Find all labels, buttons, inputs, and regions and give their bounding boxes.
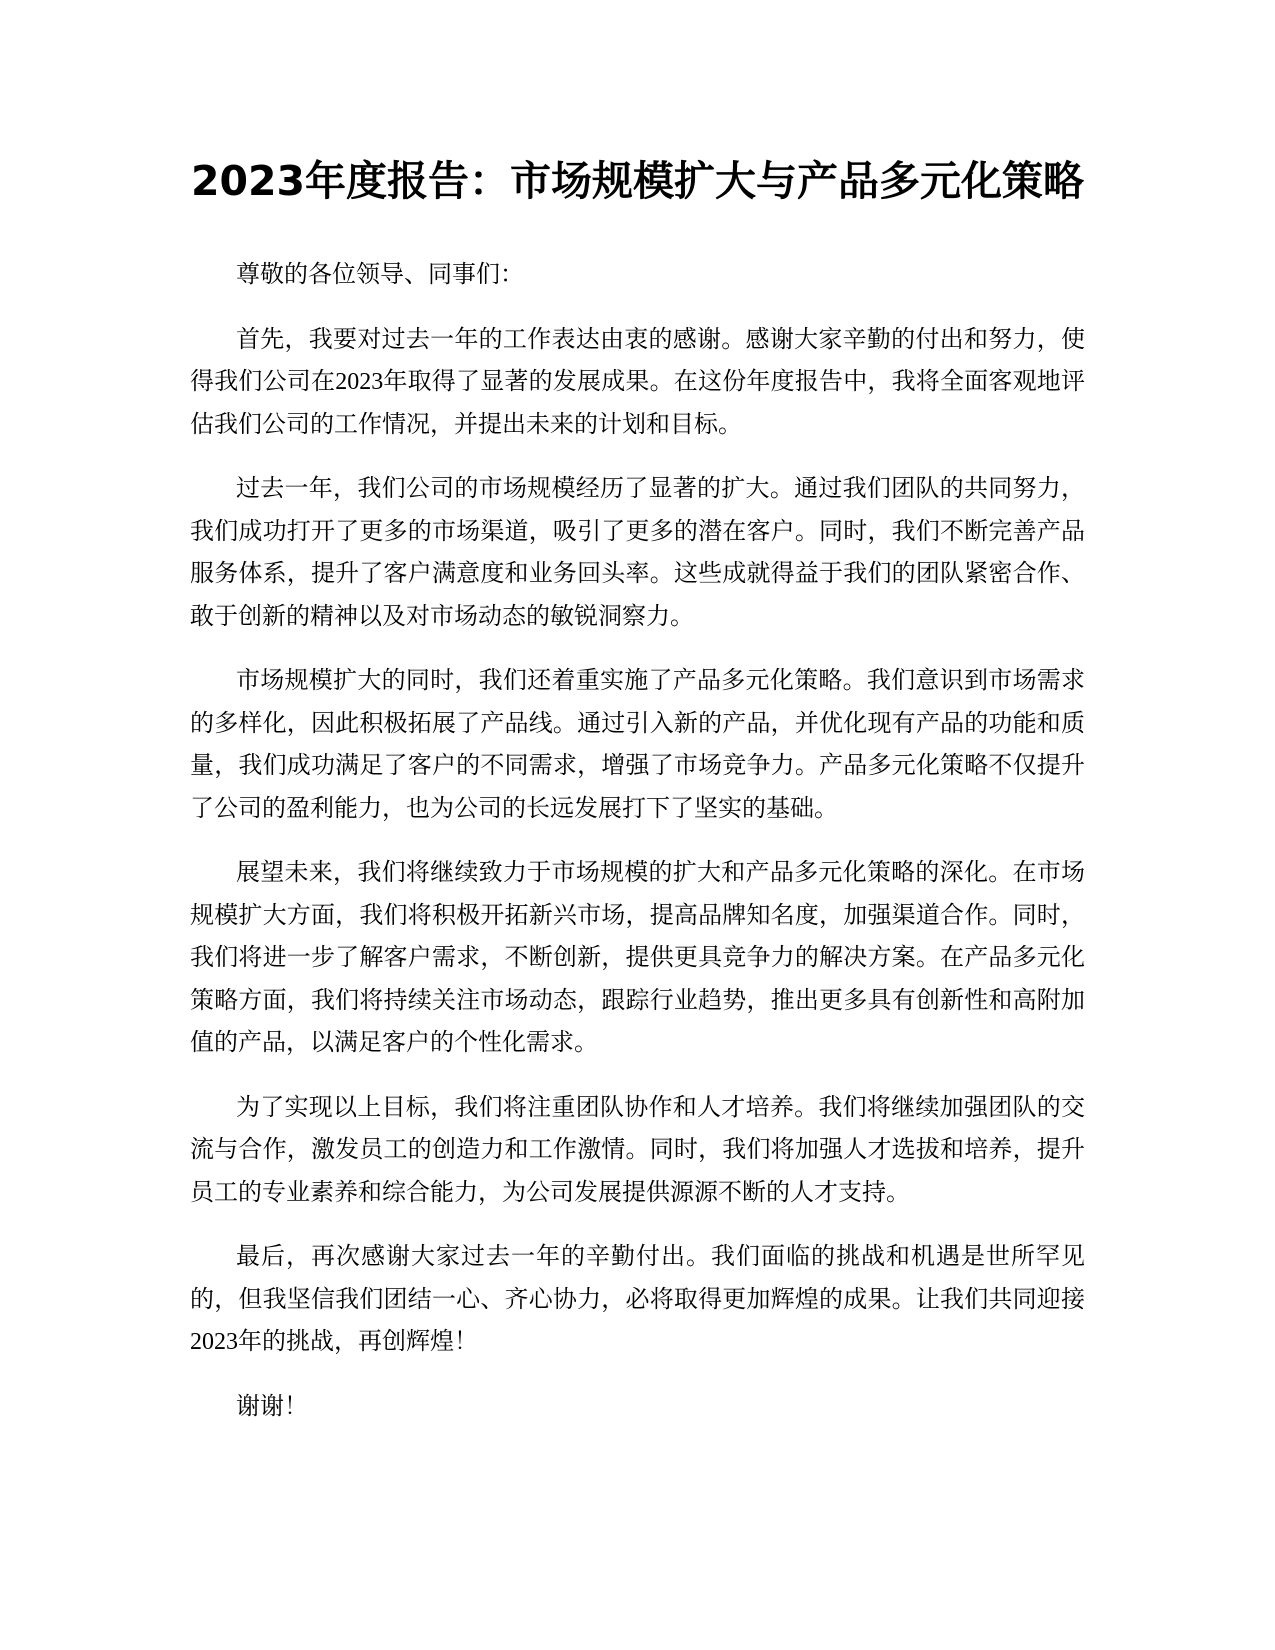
- paragraph-talent: 为了实现以上目标，我们将注重团队协作和人才培养。我们将继续加强团队的交流与合作，激发员工的创造力和工作激情。同时，我们将加强人才选拔和培养，提升员工的专业素养和综合能力，为公司发展提供源源不断的人才支持。: [190, 1094, 1085, 1206]
- document-body: [190, 254, 1085, 1428]
- paragraph-product-diversification: 市场规模扩大的同时，我们还着重实施了产品多元化策略。我们意识到市场需求的多样化，因此积极拓展了产品线。通过引入新的产品，并优化现有产品的功能和质量，我们成功满足了客户的不同需求，增强了市场竞争力。产品多元化策略不仅提升了公司的盈利能力，也为公司的长远发展打下了坚实的基础。: [190, 668, 1085, 822]
- paragraph-outlook: 展望未来，我们将继续致力于市场规模的扩大和产品多元化策略的深化。在市场规模扩大方面，我们将积极开拓新兴市场，提高品牌知名度，加强渠道合作。同时，我们将进一步了解客户需求，不断创新，提供更具竞争力的解决方案。在产品多元化策略方面，我们将持续关注市场动态，跟踪行业趋势，推出更多具有创新性和高附加值的产品，以满足客户的个性化需求。: [190, 860, 1085, 1056]
- paragraph-signoff: 谢谢！: [236, 1393, 308, 1420]
- paragraph-closing: 最后，再次感谢大家过去一年的辛勤付出。我们面临的挑战和机遇是世所罕见的，但我坚信我们团结一心、齐心协力，必将取得更加辉煌的成果。让我们共同迎接2023年的挑战，再创辉煌！: [190, 1244, 1085, 1355]
- document-title: 2023年度报告：市场规模扩大与产品多元化策略: [190, 157, 1085, 205]
- paragraph-salutation: 尊敬的各位领导、同事们：: [236, 262, 524, 288]
- paragraph-thanks: 首先，我要对过去一年的工作表达由衷的感谢。感谢大家辛勤的付出和努力，使得我们公司在2023年取得了显著的发展成果。在这份年度报告中，我将全面客观地评估我们公司的工作情况，并提出未来的计划和目标。: [190, 326, 1085, 438]
- paragraph-market-expansion: 过去一年，我们公司的市场规模经历了显著的扩大。通过我们团队的共同努力，我们成功打开了更多的市场渠道，吸引了更多的潜在客户。同时，我们不断完善产品服务体系，提升了客户满意度和业务回头率。这些成就得益于我们的团队紧密合作、敢于创新的精神以及对市场动态的敏锐洞察力。: [190, 476, 1085, 630]
